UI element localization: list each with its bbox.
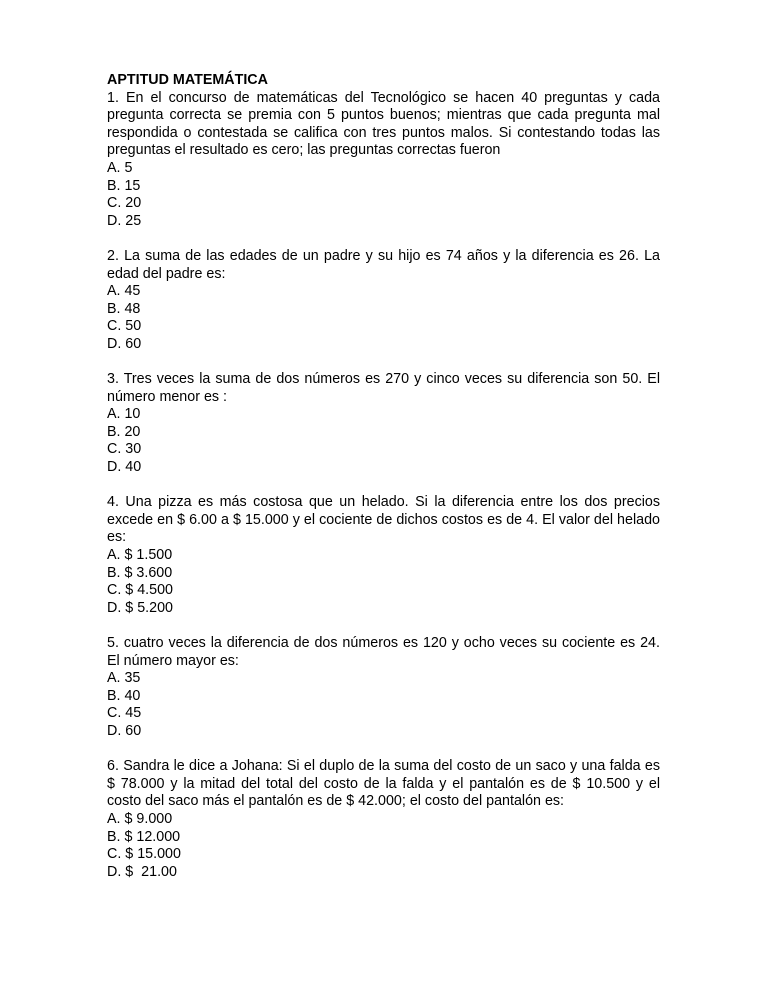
question-1 [107, 90, 660, 231]
document-page [107, 72, 660, 899]
question-4 [107, 494, 660, 617]
answer-option-d: D. 60 [107, 335, 142, 352]
question-text: 6. Sandra le dice a Johana: Si el duplo de la suma del costo de un saco y una falda es $ 78.000 y la mitad del total del costo de la falda y el pantalón es de $ 10.500 y el costo del saco más el pantalón es de $ 42.000; el costo del pantalón es: [107, 758, 660, 810]
answer-option-a: A. $ 9.000 [107, 810, 173, 827]
answer-option-b: B. $ 12.000 [107, 828, 181, 845]
answer-option-b: B. 15 [107, 177, 141, 194]
answer-option-a: A. 10 [107, 406, 141, 423]
question-text: 3. Tres veces la suma de dos números es 270 y cinco veces su diferencia son 50. El número menor es : [107, 371, 660, 405]
answer-option-c: C. 20 [107, 195, 142, 212]
question-text: 2. La suma de las edades de un padre y su hijo es 74 años y la diferencia es 26. La edad del padre es: [107, 247, 660, 282]
document-title: APTITUD MATEMÁTICA [107, 72, 268, 88]
answer-option-c: C. 30 [107, 441, 142, 458]
question-text: 5. cuatro veces la diferencia de dos números es 120 y ocho veces su cociente es 24. El número mayor es: [107, 635, 660, 669]
question-text: 1. En el concurso de matemáticas del Tecnológico se hacen 40 preguntas y cada pregunta correcta se premia con 5 puntos buenos; mientras que cada pregunta mal respondida o contestada se califica con tres puntos malos. Si contestando todas las preguntas el resultado es cero; las preguntas correctas fueron [107, 89, 660, 159]
answer-option-b: B. 48 [107, 300, 141, 317]
answer-option-a: A. 5 [107, 159, 133, 176]
question-5 [107, 635, 660, 741]
answer-option-b: B. 20 [107, 423, 141, 440]
answer-option-b: B. $ 3.600 [107, 564, 173, 581]
question-3 [107, 371, 660, 477]
answer-option-b: B. 40 [107, 687, 141, 704]
answer-option-c: C. $ 4.500 [107, 582, 173, 599]
answer-option-a: A. 45 [107, 283, 141, 300]
answer-option-c: C. 45 [107, 705, 142, 722]
answer-option-d: D. $ 5.200 [107, 599, 173, 616]
answer-option-d: D. $ 21.00 [107, 863, 177, 880]
question-2 [107, 248, 660, 354]
answer-option-d: D. 60 [107, 722, 142, 739]
answer-option-c: C. $ 15.000 [107, 846, 181, 863]
answer-option-a: A. 35 [107, 670, 141, 687]
answer-option-d: D. 25 [107, 212, 142, 229]
question-text: 4. Una pizza es más costosa que un helado. Si la diferencia entre los dos precios excede en $ 6.00 a $ 15.000 y el cociente de dichos costos es de 4. El valor del helado es: [107, 494, 660, 546]
answer-option-d: D. 40 [107, 459, 142, 476]
answer-option-c: C. 50 [107, 318, 142, 335]
question-6 [107, 758, 660, 881]
answer-option-a: A. $ 1.500 [107, 547, 173, 564]
